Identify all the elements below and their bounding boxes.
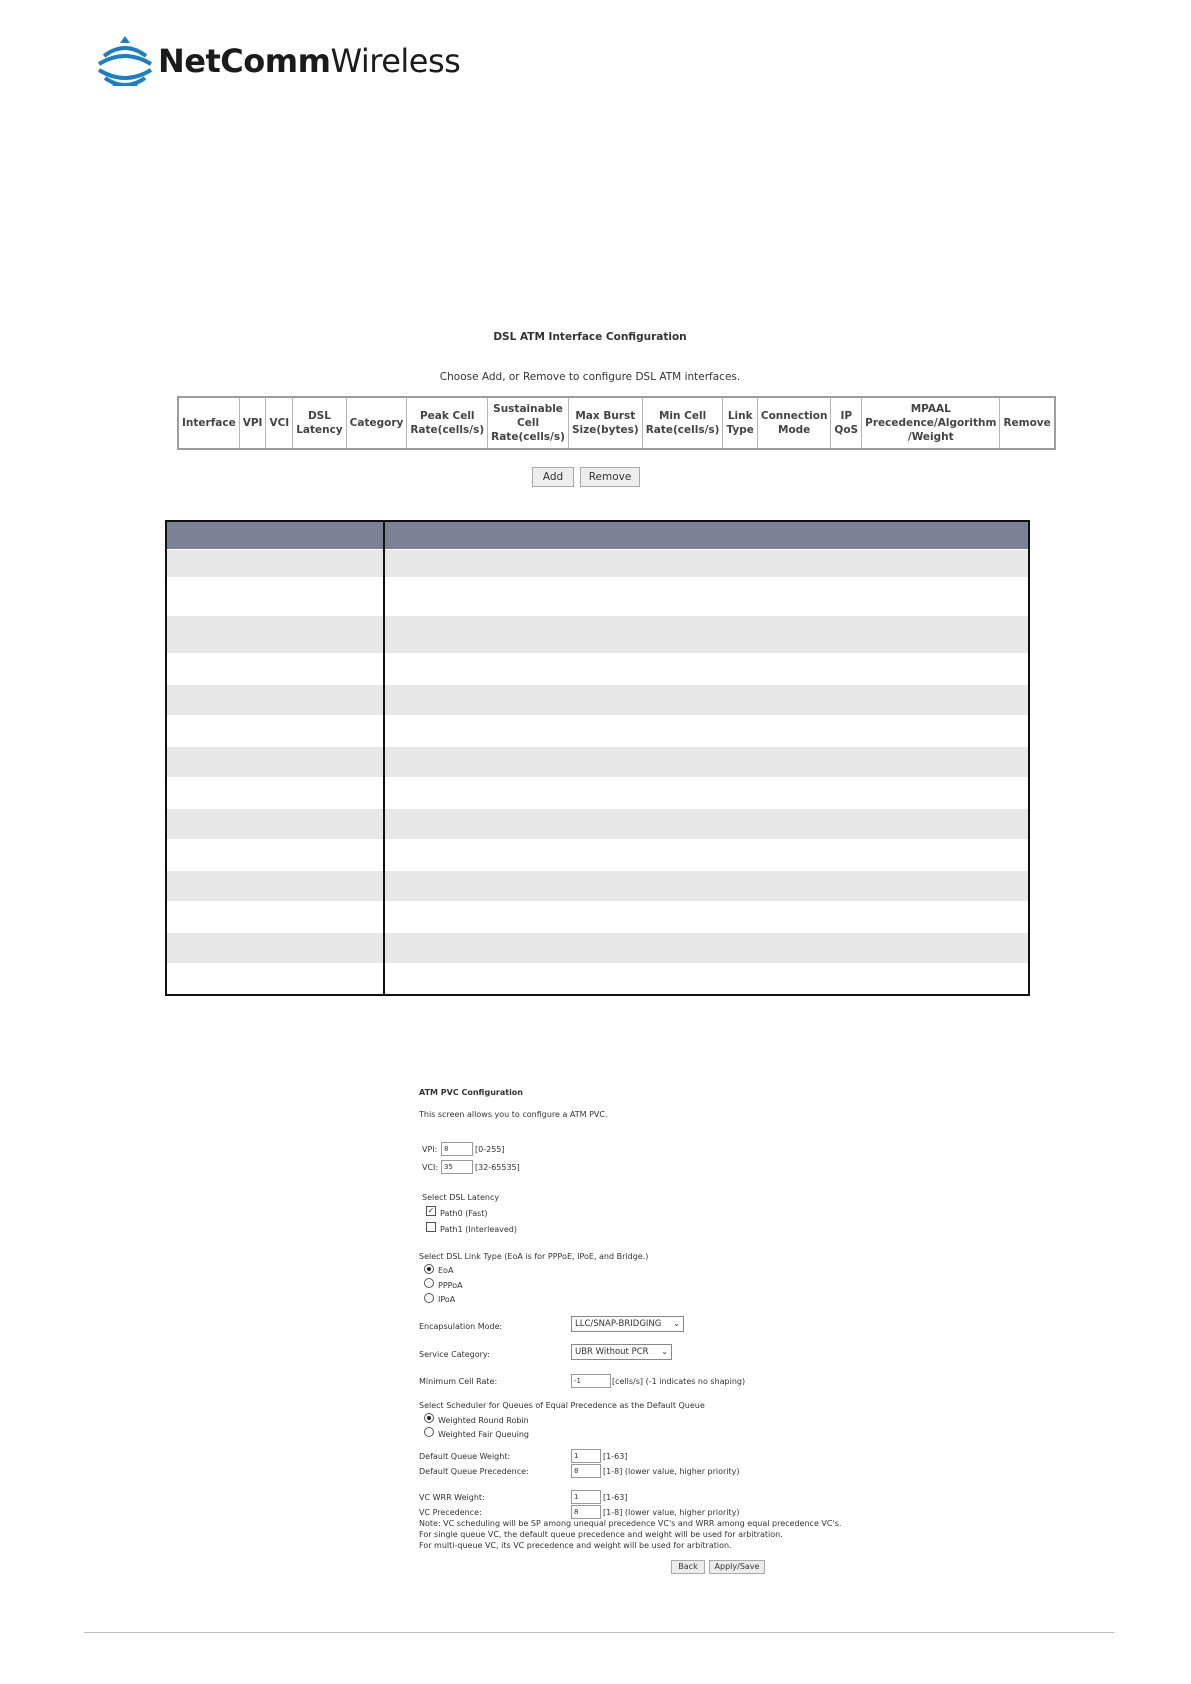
dsl-atm-column-header: Interface xyxy=(178,397,239,449)
dsl-atm-table xyxy=(177,396,1056,450)
path0-checkbox[interactable]: ✓ xyxy=(427,1206,435,1215)
table-row xyxy=(166,715,1029,746)
dsl-atm-column-header: Peak Cell Rate(cells/s) xyxy=(407,397,488,449)
service-category-select[interactable]: UBR Without PCR ⌄ xyxy=(571,1344,672,1360)
table-row xyxy=(166,964,1029,995)
table-row xyxy=(166,653,1029,684)
atm-pvc-intro: This screen allows you to configure a ATM PVC. xyxy=(419,1110,608,1119)
scheduling-note: Note: VC scheduling will be SP among unequal precedence VC's and WRR among equal precedence VC's. xyxy=(419,1519,842,1528)
wfq-label: Weighted Fair Queuing xyxy=(438,1430,529,1439)
path1-checkbox[interactable] xyxy=(426,1222,436,1232)
vci-input[interactable]: 35 xyxy=(441,1160,473,1174)
brand-name: NetCommWireless xyxy=(158,42,461,80)
table-row xyxy=(166,778,1029,809)
dsl-atm-column-header: Max Burst Size(bytes) xyxy=(568,397,642,449)
dsl-atm-subtitle: Choose Add, or Remove to configure DSL ATM interfaces. xyxy=(439,371,741,383)
table-row xyxy=(166,840,1029,871)
pppoa-label: PPPoA xyxy=(438,1281,463,1290)
min-cell-label: Minimum Cell Rate: xyxy=(419,1377,498,1386)
path1-label: Path1 (Interleaved) xyxy=(440,1225,518,1234)
dsl-atm-column-header: MPAAL Precedence/Algorithm /Weight xyxy=(862,397,1000,449)
ipoa-radio[interactable] xyxy=(424,1293,434,1303)
vc-prec-input[interactable]: 8 xyxy=(571,1505,601,1519)
eoa-radio[interactable] xyxy=(424,1264,434,1274)
scheduler-heading: Select Scheduler for Queues of Equal Precedence as the Default Queue xyxy=(419,1401,705,1410)
link-type-heading: Select DSL Link Type (EoA is for PPPoE, IPoE, and Bridge.) xyxy=(419,1252,649,1261)
table-row xyxy=(166,549,1029,577)
dsl-atm-column-header: Connection Mode xyxy=(757,397,831,449)
chevron-down-icon: ⌄ xyxy=(673,1319,680,1328)
table-row xyxy=(166,684,1029,715)
dq-prec-input[interactable]: 8 xyxy=(571,1464,601,1478)
back-button[interactable]: Back xyxy=(671,1560,705,1574)
dq-weight-range: [1-63] xyxy=(603,1452,628,1461)
dsl-atm-column-header: DSL Latency xyxy=(293,397,346,449)
dsl-atm-title: DSL ATM Interface Configuration xyxy=(493,331,687,343)
dsl-atm-column-header: VCI xyxy=(266,397,293,449)
table-row xyxy=(166,577,1029,615)
wrr-label: Weighted Round Robin xyxy=(438,1416,529,1425)
min-cell-input[interactable]: -1 xyxy=(571,1374,611,1388)
encapsulation-select[interactable]: LLC/SNAP-BRIDGING ⌄ xyxy=(571,1316,684,1332)
encap-label: Encapsulation Mode: xyxy=(419,1322,503,1331)
vc-prec-label: VC Precedence: xyxy=(419,1508,482,1517)
vc-prec-range: [1-8] (lower value, higher priority) xyxy=(603,1508,740,1517)
vci-range: [32-65535] xyxy=(475,1163,520,1172)
dsl-atm-column-header: Link Type xyxy=(723,397,757,449)
dq-weight-label: Default Queue Weight: xyxy=(419,1452,511,1461)
dq-prec-label: Default Queue Precedence: xyxy=(419,1467,529,1476)
vc-wrr-label: VC WRR Weight: xyxy=(419,1493,485,1502)
table-row xyxy=(166,746,1029,777)
chevron-down-icon: ⌄ xyxy=(661,1347,668,1356)
table-row xyxy=(166,871,1029,902)
dsl-atm-column-header: Sustainable Cell Rate(cells/s) xyxy=(488,397,569,449)
dsl-atm-column-header: Category xyxy=(346,397,407,449)
blank-description-table xyxy=(165,520,1030,996)
apply-save-button[interactable]: Apply/Save xyxy=(709,1560,765,1574)
vci-label: VCI: xyxy=(422,1163,439,1172)
vpi-label: VPI: xyxy=(422,1145,438,1154)
wifi-logo-icon xyxy=(96,34,154,86)
dsl-atm-column-header: IP QoS xyxy=(831,397,862,449)
dsl-atm-column-header: VPI xyxy=(239,397,266,449)
vc-wrr-range: [1-63] xyxy=(603,1493,628,1502)
remove-button[interactable]: Remove xyxy=(580,467,640,487)
wfq-radio[interactable] xyxy=(424,1427,434,1437)
dq-weight-input[interactable]: 1 xyxy=(571,1449,601,1463)
ipoa-label: IPoA xyxy=(438,1295,456,1304)
atm-pvc-title: ATM PVC Configuration xyxy=(419,1088,523,1097)
multi-queue-note: For multi-queue VC, its VC precedence and weight will be used for arbitration. xyxy=(419,1541,732,1550)
dq-prec-range: [1-8] (lower value, higher priority) xyxy=(603,1467,740,1476)
table-row xyxy=(166,933,1029,964)
table-row xyxy=(166,615,1029,653)
table-header-row xyxy=(166,521,1029,549)
pppoa-radio[interactable] xyxy=(424,1278,434,1288)
service-label: Service Category: xyxy=(419,1350,490,1359)
footer-divider xyxy=(84,1632,1114,1633)
eoa-label: EoA xyxy=(438,1266,454,1275)
path0-label: Path0 (Fast) xyxy=(440,1209,488,1218)
dsl-atm-column-header: Remove xyxy=(1000,397,1055,449)
table-row xyxy=(166,902,1029,933)
single-queue-note: For single queue VC, the default queue precedence and weight will be used for arbitration. xyxy=(419,1530,783,1539)
vc-wrr-input[interactable]: 1 xyxy=(571,1490,601,1504)
vpi-input[interactable]: 8 xyxy=(441,1142,473,1156)
netcomm-logo xyxy=(96,34,461,90)
add-button[interactable]: Add xyxy=(532,467,574,487)
vpi-range: [0-255] xyxy=(475,1145,505,1154)
dsl-atm-header-row xyxy=(178,397,1055,449)
min-cell-hint: [cells/s] (-1 indicates no shaping) xyxy=(612,1377,746,1386)
latency-heading: Select DSL Latency xyxy=(422,1193,500,1202)
table-row xyxy=(166,809,1029,840)
dsl-atm-column-header: Min Cell Rate(cells/s) xyxy=(642,397,723,449)
wrr-radio[interactable] xyxy=(424,1413,434,1423)
